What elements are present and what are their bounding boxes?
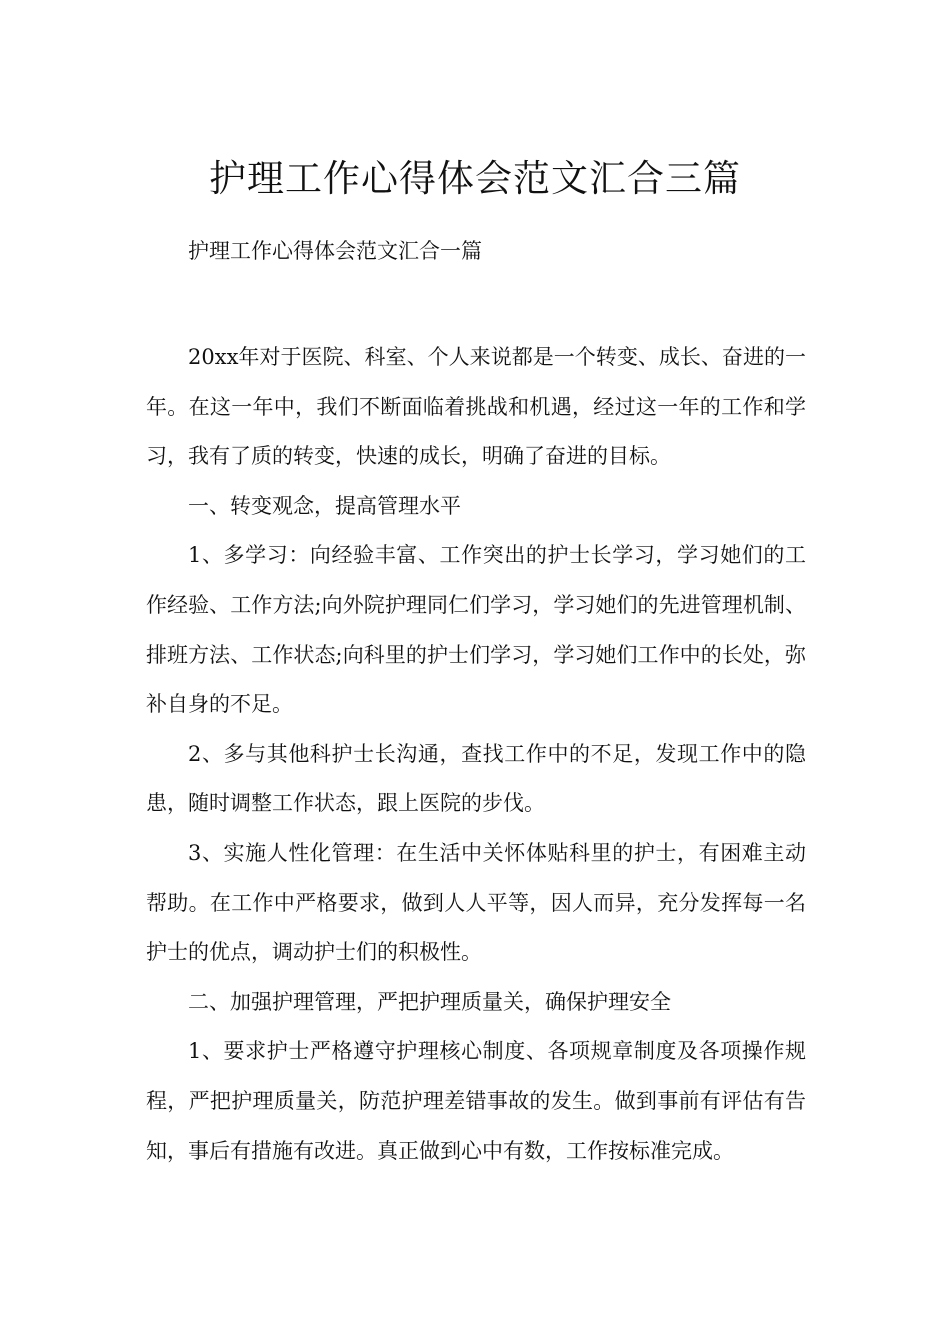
paragraph-item-1-3: 3、实施人性化管理：在生活中关怀体贴科里的护士，有困难主动帮助。在工作中严格要求，做到人人平等，因人而异，充分发挥每一名护士的优点，调动护士们的积极性。: [146, 840, 806, 965]
paragraph-intro: 20xx年对于医院、科室、个人来说都是一个转变、成长、奋进的一年。在这一年中，我们不断面临着挑战和机遇，经过这一年的工作和学习，我有了质的转变，快速的成长，明确了奋进的目标。: [146, 345, 806, 469]
section-subtitle: 护理工作心得体会范文汇合一篇: [188, 239, 482, 263]
paragraph-item-1-1: 1、多学习：向经验丰富、工作突出的护士长学习，学习她们的工作经验、工作方法;向外院护理同仁们学习，学习她们的先进管理机制、排班方法、工作状态;向科里的护士们学习，学习她们工作中的长处，弥补自身的不足。: [146, 543, 806, 717]
heading-section-two: 二、加强护理管理，严把护理质量关，确保护理安全: [188, 989, 671, 1014]
paragraph-item-2-1: 1、要求护士严格遵守护理核心制度、各项规章制度及各项操作规程，严把护理质量关，防范护理差错事故的发生。做到事前有评估有告知，事后有措施有改进。真正做到心中有数，工作按标准完成。: [146, 1039, 806, 1163]
paragraph-item-1-2: 2、多与其他科护士长沟通，查找工作中的不足，发现工作中的隐患，随时调整工作状态，跟上医院的步伐。: [146, 741, 806, 816]
heading-section-one: 一、转变观念，提高管理水平: [188, 493, 461, 518]
document-title: 护理工作心得体会范文汇合三篇: [209, 156, 741, 200]
document-body: [146, 333, 806, 1176]
